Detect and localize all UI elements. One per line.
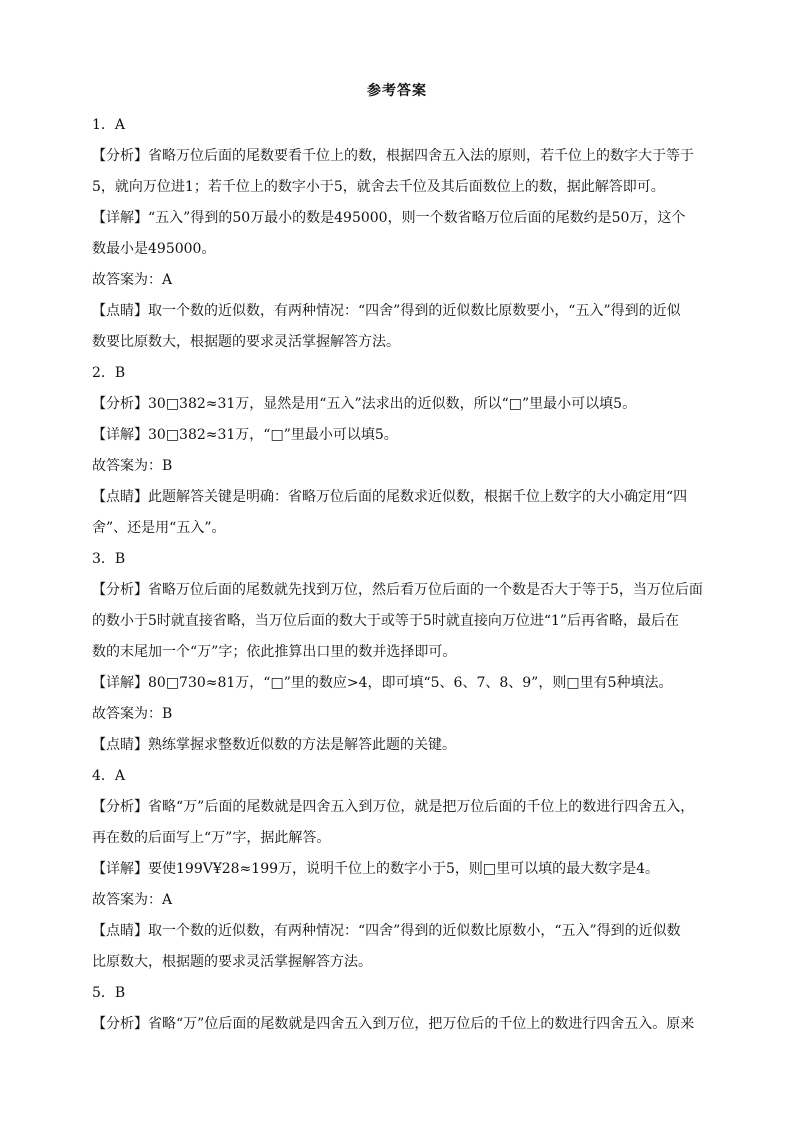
comment-text-1: 【点睛】取一个数的近似数，有两种情况：“四舍”得到的近似数比原数要小，“五入”得到的近似: [92, 303, 681, 319]
answer-line-2: 故答案为：B: [92, 458, 173, 474]
answer-number-1: 1．A: [92, 117, 126, 133]
analysis-text-4: 【分析】省略“万”后面的尾数就是四舍五入到万位，就是把万位后面的千位上的数进行四舍五入，: [92, 799, 695, 815]
comment-text-1-cont: 数要比原数大，根据题的要求灵活掌握解答方法。: [92, 334, 400, 350]
answer-line-1: 故答案为：A: [92, 272, 173, 288]
answer-line-3: 故答案为：B: [92, 706, 173, 722]
analysis-text-4-cont: 再在数的后面写上“万”字，据此解答。: [92, 830, 331, 846]
comment-text-2-cont: 舍”、还是用“五入”。: [92, 520, 226, 536]
analysis-text-3-cont2: 数的末尾加一个“万”字；依此推算出口里的数并选择即可。: [92, 644, 457, 660]
comment-text-3: 【点睛】熟练掌握求整数近似数的方法是解答此题的关键。: [92, 737, 456, 753]
detail-text-3: 【详解】80□730≈81万，“□”里的数应>4，即可填“5、6、7、8、9”，则□里有5种填法。: [92, 675, 673, 691]
answer-number-5: 5．B: [92, 985, 126, 1001]
page-title: 参考答案: [367, 83, 427, 99]
comment-text-4-cont: 比原数大，根据题的要求灵活掌握解答方法。: [92, 954, 372, 970]
analysis-text-3-cont: 的数小于5时就直接省略，当万位后面的数大于或等于5时就直接向万位进“1”后再省略，最后在: [92, 613, 680, 629]
detail-text-2: 【详解】30□382≈31万，“□”里最小可以填5。: [92, 427, 398, 443]
detail-text-1: 【详解】“五入”得到的50万最小的数是495000，则一个数省略万位后面的尾数约是50万，这个: [92, 210, 686, 226]
analysis-text-2: 【分析】30□382≈31万，显然是用“五入”法求出的近似数，所以“□”里最小可以填5。: [92, 396, 637, 412]
analysis-text-3: 【分析】省略万位后面的尾数就先找到万位，然后看万位后面的一个数是否大于等于5，当万位后面: [92, 582, 703, 598]
comment-text-4: 【点睛】取一个数的近似数，有两种情况：“四舍”得到的近似数比原数小，“五入”得到的近似数: [92, 923, 681, 939]
comment-text-2: 【点睛】此题解答关键是明确：省略万位后面的尾数求近似数，根据千位上数字的大小确定用“四: [92, 489, 688, 505]
analysis-text-1: 【分析】省略万位后面的尾数要看千位上的数，根据四舍五入法的原则，若千位上的数字大于等于: [92, 148, 694, 164]
analysis-text-1-cont: 5，就向万位进1；若千位上的数字小于5，就舍去千位及其后面数位上的数，据此解答即可。: [92, 179, 665, 195]
answer-line-4: 故答案为：A: [92, 892, 173, 908]
answer-number-3: 3．B: [92, 551, 126, 567]
detail-text-1-cont: 数最小是495000。: [92, 241, 216, 257]
answer-number-4: 4．A: [92, 768, 126, 784]
analysis-text-5: 【分析】省略“万”位后面的尾数就是四舍五入到万位，把万位后的千位上的数进行四舍五入。原来: [92, 1016, 695, 1032]
detail-text-4: 【详解】要使199V¥28≈199万，说明千位上的数字小于5，则□里可以填的最大数字是4。: [92, 861, 660, 877]
answer-number-2: 2．B: [92, 365, 126, 381]
